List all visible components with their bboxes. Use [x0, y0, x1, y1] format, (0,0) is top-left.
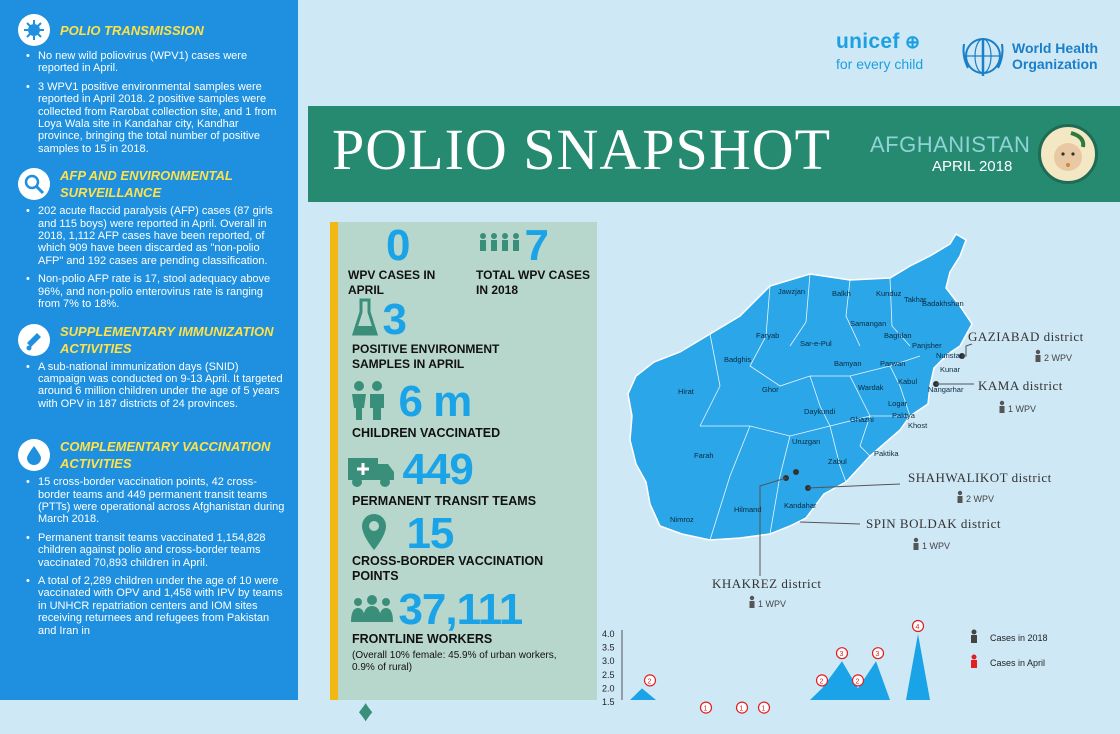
province-label: Bamyan — [834, 359, 862, 368]
partner-logos — [836, 30, 1106, 82]
province-label: Nimroz — [670, 515, 694, 524]
province-label: Zabul — [828, 457, 847, 466]
clipped-icon: ♦ — [358, 695, 373, 728]
province-label: Paktika — [874, 449, 899, 458]
bullet-list — [18, 205, 286, 310]
who-logo — [960, 34, 1098, 78]
cases-chart — [600, 620, 1120, 713]
stat-label: TOTAL WPV CASES IN 2018 — [476, 268, 591, 297]
district-cases: 2 WPV — [1044, 353, 1073, 363]
legend-icon-april — [971, 655, 977, 669]
stat-value: 0 — [386, 221, 410, 270]
stat-value: 3 — [382, 295, 406, 344]
stat-note: (Overall 10% female: 45.9% of urban workers, 0.9% of rural) — [352, 650, 557, 673]
district-name: GAZIABAD district — [968, 329, 1084, 344]
stat-transit-teams — [348, 445, 473, 494]
district-cases: 1 WPV — [922, 541, 951, 551]
province-label: Jawzjan — [778, 287, 806, 296]
section-header-cva — [18, 438, 286, 472]
province-label: Balkh — [832, 289, 851, 298]
section-title: COMPLEMENTARY VACCINATION ACTIVITIES — [60, 439, 271, 472]
drop-icon — [18, 439, 50, 471]
section-header-polio-transmission — [18, 14, 286, 46]
province-label: Uruzgan — [792, 437, 821, 446]
province-label: Wardak — [858, 383, 884, 392]
person-icon — [750, 596, 755, 608]
district-cases: 1 WPV — [1008, 404, 1037, 414]
stat-env-label-wrap — [352, 342, 532, 372]
province-label: Kandahar — [784, 501, 817, 510]
district-cases: 1 WPV — [758, 599, 787, 609]
province-label: Panjsher — [912, 341, 942, 350]
list-item: • A total of 2,289 children under the age of 10 were vaccinated with OPV and 1,458 with IPV by teams in UNHCR repatriation centers and IOM sites receiving returnees and refugees from Pakistan and Iran in — [26, 575, 286, 637]
child-vaccination-photo — [1038, 124, 1098, 184]
bullet-list — [18, 50, 286, 155]
stat-children-vaccinated — [350, 377, 472, 426]
list-item: • 15 cross-border vaccination points, 42 cross-border teams and 449 permanent transit teams (PTTs) were operational across Afghanistan during March 2018. — [26, 476, 286, 526]
section-header-afp — [18, 167, 286, 201]
case-count-label: 2 — [819, 678, 824, 686]
children-icon — [350, 380, 386, 420]
case-count-label: 2 — [647, 678, 652, 686]
person-icon — [914, 538, 919, 550]
unicef-tagline: for every child — [836, 56, 924, 72]
person-icon — [958, 491, 963, 503]
section-header-sia — [18, 323, 286, 357]
stat-flw-note-wrap — [352, 650, 582, 674]
y-tick-label: 2.5 — [602, 669, 615, 680]
location-pin-icon — [360, 512, 388, 552]
stat-label: WPV CASES IN APRIL — [348, 268, 436, 297]
province-label: Hirat — [678, 387, 694, 396]
stat-value: 15 — [406, 509, 454, 558]
unicef-globe-icon: ⊕ — [899, 32, 921, 52]
stat-label: PERMANENT TRANSIT TEAMS — [352, 494, 537, 508]
stat-label: FRONTLINE WORKERS — [352, 632, 493, 646]
province-label: Faryab — [756, 331, 780, 340]
virus-icon — [18, 14, 50, 46]
province-label: Logar — [888, 399, 908, 408]
stat-value: 6 m — [398, 377, 472, 426]
province-label: Nuristan — [936, 351, 964, 360]
afghanistan-map — [610, 226, 1120, 616]
y-tick-label: 3.0 — [602, 656, 615, 667]
province-label: Farah — [694, 451, 714, 460]
stat-flw-label-wrap — [352, 632, 492, 647]
district-cases: 2 WPV — [966, 494, 995, 504]
case-count-label: 1 — [703, 705, 708, 713]
stat-value: 37,111 — [398, 585, 523, 634]
list-item: • Permanent transit teams vaccinated 1,154,828 children against polio and cross-border teams vaccinated 70,893 children in April. — [26, 532, 286, 569]
province-label: Khost — [908, 421, 928, 430]
case-count-label: 1 — [739, 705, 744, 713]
stat-wpv-april-label-wrap — [348, 268, 458, 298]
person-icon — [1000, 401, 1005, 413]
sidebar — [0, 0, 298, 700]
cases-area — [630, 634, 930, 700]
section-title: SUPPLEMENTARY IMMUNIZATION ACTIVITIES — [60, 323, 274, 356]
people-group-icon — [478, 232, 520, 252]
province-label: Badakhshan — [922, 299, 964, 308]
chart-legend — [971, 630, 1048, 669]
unicef-logo — [836, 30, 923, 72]
case-marker — [793, 469, 799, 475]
flask-icon — [352, 298, 378, 338]
province-label: Sar-e-Pul — [800, 339, 832, 348]
case-count-label: 1 — [761, 705, 766, 713]
person-icon — [1036, 350, 1041, 362]
magnifier-icon — [18, 168, 50, 200]
legend-label: Cases in April — [990, 658, 1046, 668]
section-title: AFP AND ENVIRONMENTAL SURVEILLANCE — [60, 168, 233, 201]
stat-label: POSITIVE ENVIRONMENT SAMPLES IN APRIL — [352, 342, 500, 371]
case-count-label: 3 — [875, 651, 880, 659]
case-count-label: 4 — [915, 624, 920, 631]
case-count-label: 2 — [855, 678, 860, 686]
bullet-list — [18, 476, 286, 637]
stat-wpv-total — [478, 221, 548, 270]
district-name: KHAKREZ district — [712, 576, 822, 591]
province-label: Kunduz — [876, 289, 902, 298]
province-label: Kabul — [898, 377, 918, 386]
list-item: • 3 WPV1 positive environmental samples were reported in April 2018. 2 positive samples were collected from Rarobat collection site, and 1 from Loya Wala site in Kandahar city, Kandhar province, bringing the total number of positive samples to 15 in 2018. — [26, 81, 286, 155]
legend-icon-2018 — [971, 630, 977, 644]
y-tick-label: 1.5 — [602, 697, 615, 707]
stat-label: CHILDREN VACCINATED — [352, 426, 501, 440]
stat-wpv-total-label-wrap — [476, 268, 601, 298]
list-item: • Non-polio AFP rate is 17, stool adequacy above 96%, and non-polio enterovirus rate is ranging from 7% to 18%. — [26, 273, 286, 310]
province-label: Hilmand — [734, 505, 762, 514]
stat-vacc-label-wrap — [352, 426, 500, 441]
stat-value: 7 — [524, 221, 548, 270]
legend-label: Cases in 2018 — [990, 633, 1048, 643]
province-label: Ghazni — [850, 415, 874, 424]
unicef-wordmark: unicef — [836, 30, 900, 53]
report-date: APRIL 2018 — [932, 158, 1013, 175]
y-tick-label: 2.0 — [602, 683, 615, 694]
province-label: Baghlan — [884, 331, 912, 340]
title-banner — [308, 106, 1120, 202]
list-item: • 202 acute flaccid paralysis (AFP) cases (87 girls and 115 boys) were reported in April. Overall in 2018, 1,112 AFP cases have been reported, of which 909 have been discarded as "non-polio AFP" and 192 cases are pending classification. — [26, 205, 286, 267]
stat-frontline-workers — [350, 585, 523, 634]
ambulance-icon — [348, 454, 394, 488]
key-figures-panel — [330, 221, 597, 728]
province-label: Samangan — [850, 319, 887, 328]
country-label: AFGHANISTAN — [870, 132, 1031, 157]
list-item: • A sub-national immunization days (SNID) campaign was conducted on 9-13 April. It targeted around 6 million children under the age of 5 years with OPV in 187 districts of 24 provinces. — [26, 361, 286, 411]
section-title: POLIO TRANSMISSION — [60, 22, 204, 38]
who-line2: Organization — [1012, 56, 1098, 72]
who-line1: World Health — [1012, 40, 1099, 56]
y-axis — [602, 629, 622, 707]
stat-label: CROSS-BORDER VACCINATION POINTS — [352, 554, 544, 583]
province-label: Parwan — [880, 359, 906, 368]
bullet-list — [18, 361, 286, 411]
district-name: KAMA district — [978, 378, 1063, 393]
crowd-icon — [350, 594, 394, 624]
chart-series — [630, 621, 930, 714]
province-label: Daykundi — [804, 407, 836, 416]
y-tick-label: 3.5 — [602, 642, 615, 653]
province-label: Ghor — [762, 385, 779, 394]
vaccine-drop-icon — [18, 324, 50, 356]
stat-ptt-label-wrap — [352, 494, 536, 509]
list-item: • No new wild poliovirus (WPV1) cases were reported in April. — [26, 50, 286, 75]
district-name: SPIN BOLDAK district — [866, 516, 1001, 531]
province-label: Takhar — [904, 295, 927, 304]
stat-cross-border — [360, 509, 454, 558]
province-label: Kunar — [940, 365, 961, 374]
province-label: Badghis — [724, 355, 752, 364]
y-tick-label: 4.0 — [602, 629, 615, 639]
next-stat-peek — [358, 690, 372, 734]
who-emblem-icon — [960, 34, 1006, 78]
district-name: SHAHWALIKOT district — [908, 470, 1052, 485]
province-label: Nangarhar — [928, 385, 964, 394]
page-title: POLIO SNAPSHOT — [332, 117, 832, 182]
stat-env-samples — [352, 295, 406, 344]
stat-wpv-april — [386, 221, 410, 270]
stat-value: 449 — [402, 445, 473, 494]
case-count-label: 3 — [839, 651, 844, 659]
province-label: Paktya — [892, 411, 915, 420]
stat-cbv-label-wrap — [352, 554, 572, 584]
